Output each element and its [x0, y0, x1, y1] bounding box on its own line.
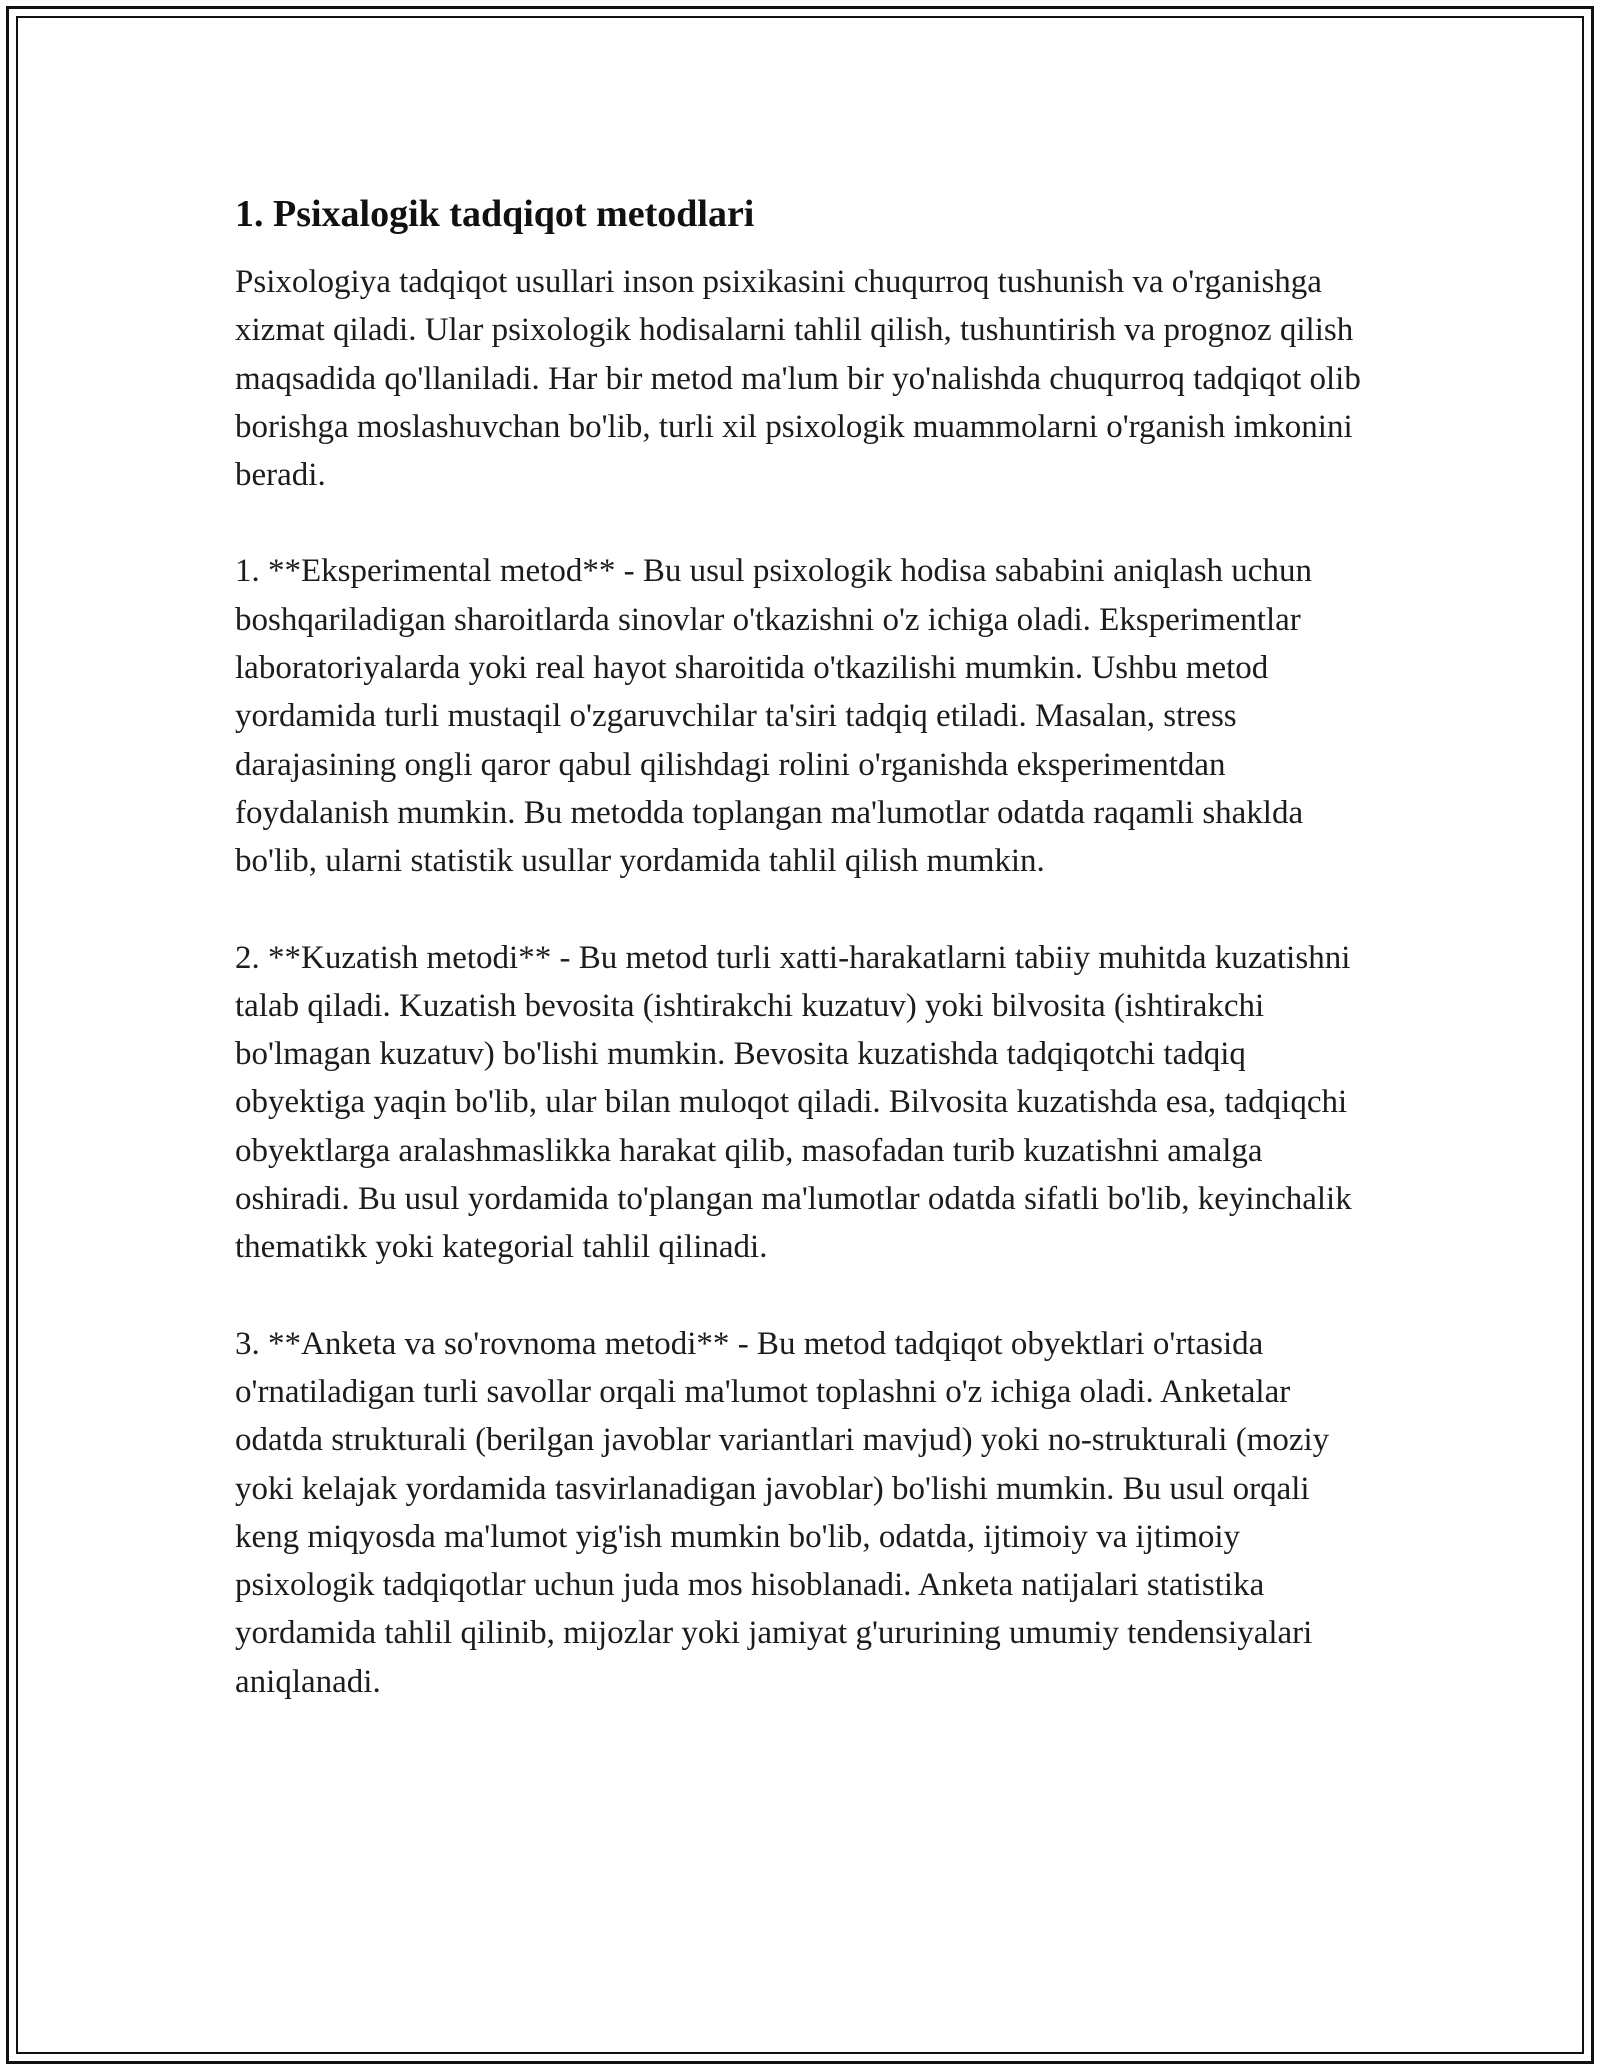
- method-item-experimental: [235, 547, 1375, 885]
- document-body: [235, 188, 1375, 1754]
- document-title: 1. Psixalogik tadqiqot metodlari: [235, 193, 755, 235]
- method-description: - Bu metod turli xatti-harakatlarni tabiiy muhitda kuzatishni talab qiladi. Kuzatish bevosita (ishtirakchi kuzatuv) yoki bilvosita (ishtirakchi bo'lmagan kuzatuv) bo'lishi mumkin. Bevosita kuzatishda tadqiqotchi tadqiq obyektiga yaqin bo'lib, ular bilan muloqot qiladi. Bilvosita kuzatishda esa, tadqiqchi obyektlarga aralashmaslikka harakat qilib, masofadan turib kuzatishni amalga oshiradi. Bu usul yordamida to'plangan ma'lumotlar odatda sifatli bo'lib, keyinchalik thematikk yoki kategorial tahlil qilinadi.: [235, 939, 1352, 1266]
- method-name: **Anketa va so'rovnoma metodi**: [268, 1325, 730, 1362]
- method-item-observation: [235, 934, 1375, 1272]
- method-number: 3.: [235, 1325, 260, 1362]
- method-number: 2.: [235, 939, 260, 976]
- method-name: **Kuzatish metodi**: [268, 939, 552, 976]
- method-name: **Eksperimental metod**: [268, 553, 616, 590]
- method-number: 1.: [235, 553, 260, 590]
- method-item-survey: [235, 1320, 1375, 1706]
- method-description: - Bu usul psixologik hodisa sababini aniqlash uchun boshqariladigan sharoitlarda sinovlar o'tkazishni o'z ichiga oladi. Eksperimentlar laboratoriyalarda yoki real hayot sharoitida o'tkazilishi mumkin. Ushbu metod yordamida turli mustaqil o'zgaruvchilar ta'siri tadqiq etiladi. Masalan, stress darajasining ongli qaror qabul qilishdagi rolini o'rganishda eksperimentdan foydalanish mumkin. Bu metodda toplangan ma'lumotlar odatda raqamli shaklda bo'lib, ularni statistik usullar yordamida tahlil qilish mumkin.: [235, 553, 1312, 880]
- intro-paragraph: Psixologiya tadqiqot usullari inson psixikasini chuqurroq tushunish va o'rganishga xizmat qiladi. Ular psixologik hodisalarni tahlil qilish, tushuntirish va prognoz qilish maqsadida qo'llaniladi. Har bir metod ma'lum bir yo'nalishda chuqurroq tadqiqot olib borishga moslashuvchan bo'lib, turli xil psixologik muammolarni o'rganish imkonini beradi.: [235, 264, 1361, 494]
- method-description: - Bu metod tadqiqot obyektlari o'rtasida o'rnatiladigan turli savollar orqali ma'lumot toplashni o'z ichiga oladi. Anketalar odatda strukturali (berilgan javoblar variantlari mavjud) yoki no-strukturali (moziy yoki kelajak yordamida tasvirlanadigan javoblar) bo'lishi mumkin. Bu usul orqali keng miqyosda ma'lumot yig'ish mumkin bo'lib, odatda, ijtimoiy va ijtimoiy psixologik tadqiqotlar uchun juda mos hisoblanadi. Anketa natijalari statistika yordamida tahlil qilinib, mijozlar yoki jamiyat g'ururining umumiy tendensiyalari aniqlanadi.: [235, 1325, 1330, 1700]
